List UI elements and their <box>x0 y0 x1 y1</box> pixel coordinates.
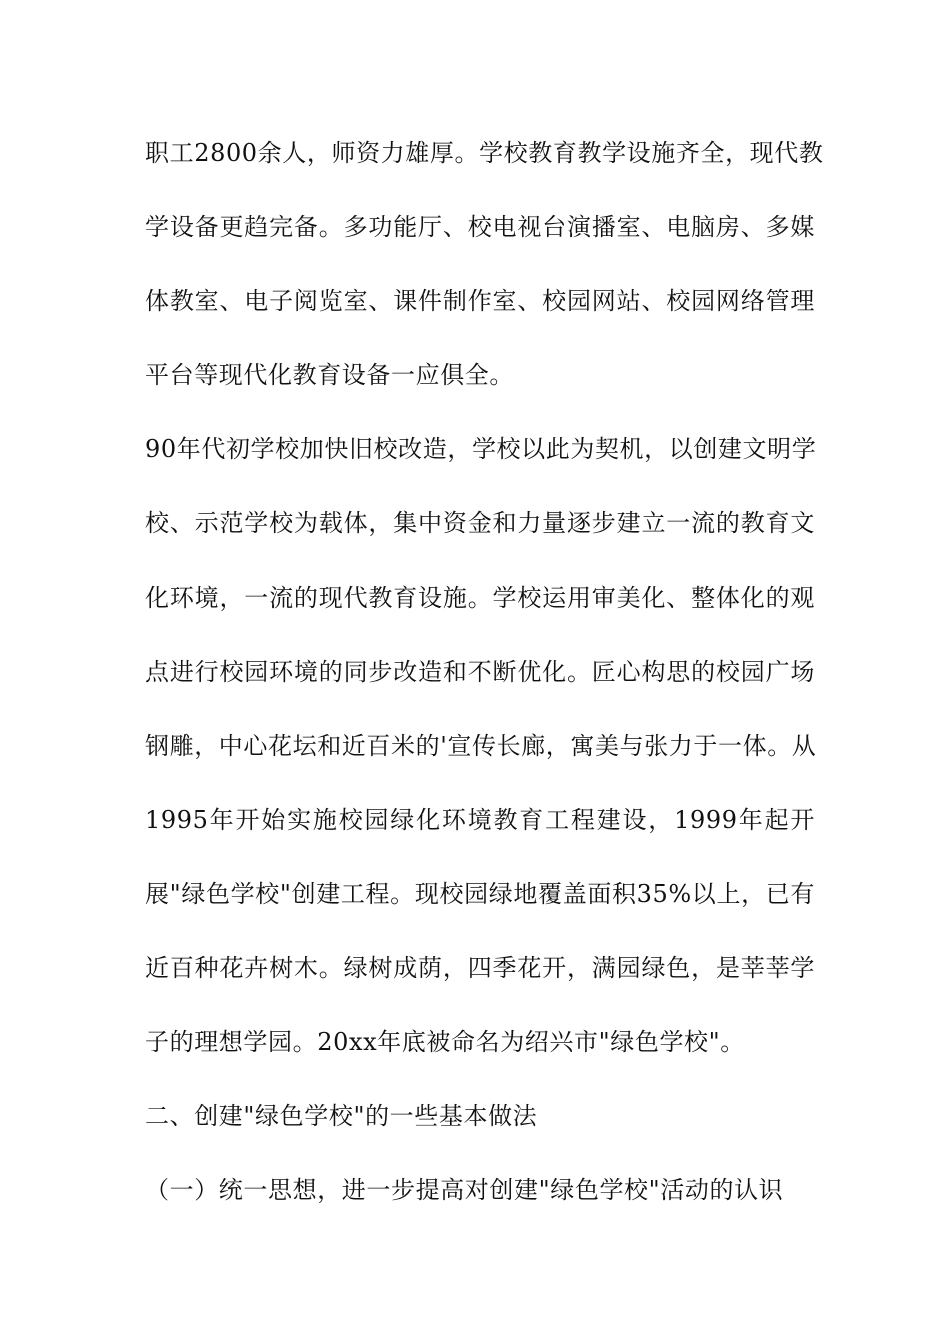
subsection-heading: （一）统一思想，进一步提高对创建"绿色学校"活动的认识 <box>145 1176 784 1204</box>
paragraph-line: 90年代初学校加快旧校改造，学校以此为契机，以创建文明学 <box>145 435 817 463</box>
paragraph-line: 1995年开始实施校园绿化环境教育工程建设，1999年起开 <box>145 806 815 834</box>
paragraph-line: 体教室、电子阅览室、课件制作室、校园网站、校园网络管理 <box>145 287 815 315</box>
paragraph-line: 点进行校园环境的同步改造和不断优化。匠心构思的校园广场 <box>145 658 815 686</box>
paragraph-line: 平台等现代化教育设备一应俱全。 <box>145 361 514 389</box>
paragraph-line: 展"绿色学校"创建工程。现校园绿地覆盖面积35%以上，已有 <box>145 880 815 908</box>
paragraph-line: 职工2800余人，师资力雄厚。学校教育教学设施齐全，现代教 <box>145 139 824 167</box>
paragraph-line: 校、示范学校为载体，集中资金和力量逐步建立一流的教育文 <box>145 509 815 537</box>
paragraph-line: 近百种花卉树木。绿树成荫，四季花开，满园绿色，是莘莘学 <box>145 954 815 982</box>
paragraph-line: 学设备更趋完备。多功能厅、校电视台演播室、电脑房、多媒 <box>145 213 815 241</box>
paragraph-line: 子的理想学园。20xx年底被命名为绍兴市"绿色学校"。 <box>145 1028 745 1056</box>
section-heading: 二、创建"绿色学校"的一些基本做法 <box>145 1102 538 1130</box>
paragraph-line: 化环境，一流的现代教育设施。学校运用审美化、整体化的观 <box>145 584 815 612</box>
paragraph-line: 钢雕，中心花坛和近百米的'宣传长廊，寓美与张力于一体。从 <box>145 732 817 760</box>
